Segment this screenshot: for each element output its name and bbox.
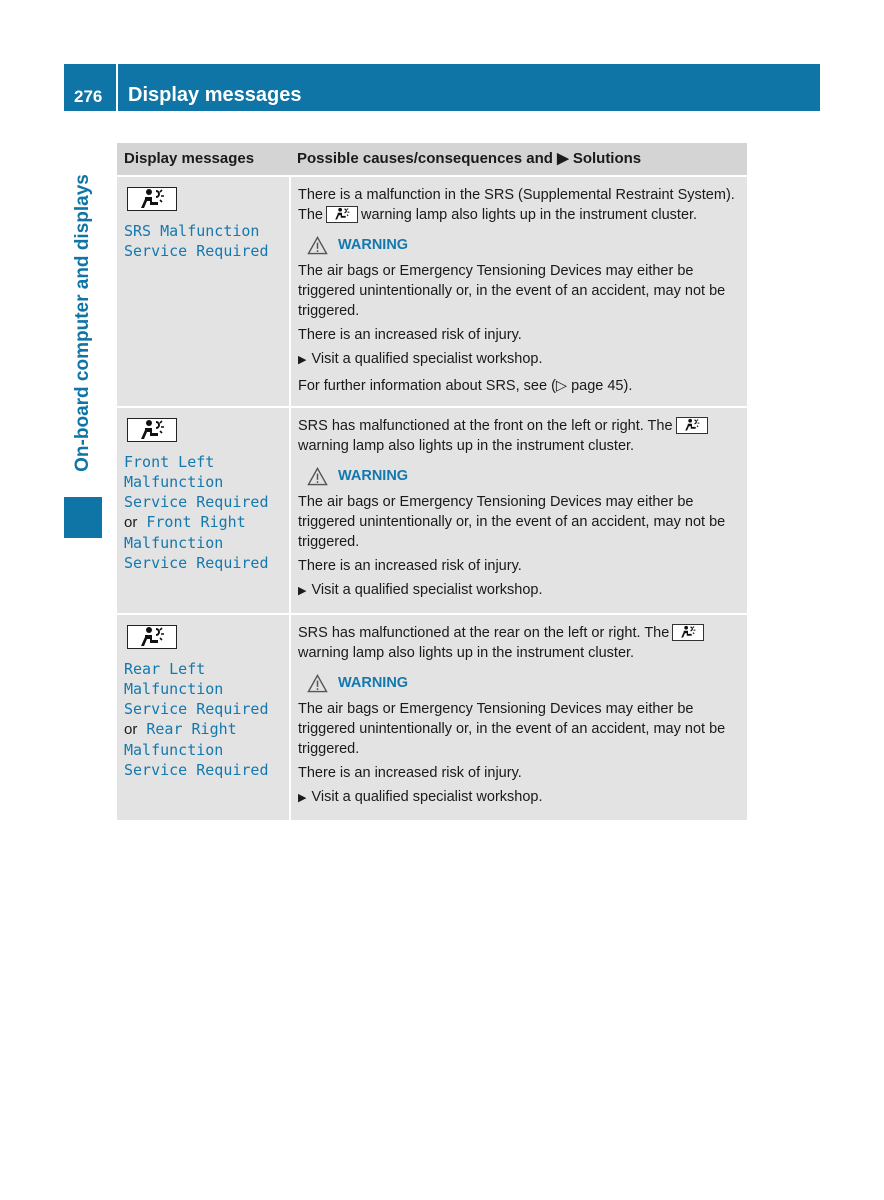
warning-heading xyxy=(307,235,740,255)
cause-text xyxy=(298,416,740,456)
warning-text: The air bags or Emergency Tensioning Devices may either be triggered unintentionally or, in the event of an accident, may not be triggered. xyxy=(298,494,726,550)
cause-text-b: warning lamp also lights up in the instrument cluster. xyxy=(361,207,698,223)
table-row xyxy=(117,176,747,407)
warning-heading xyxy=(307,673,740,693)
side-tab xyxy=(64,155,102,490)
display-messages-table xyxy=(117,143,747,820)
warning-label: WARNING xyxy=(338,237,409,253)
action-text: Visit a qualified specialist workshop. xyxy=(311,582,543,598)
col-header-causes-solutions: Possible causes/consequences and ▶ Solutions xyxy=(290,143,747,176)
warning-text: The air bags or Emergency Tensioning Devices may either be triggered unintentionally or, in the event of an accident, may not be triggered. xyxy=(298,701,726,757)
or-word: or xyxy=(124,514,138,531)
warning-triangle-icon xyxy=(307,467,328,486)
warning-triangle-icon xyxy=(307,236,328,255)
message-line: Rear Left xyxy=(124,660,206,678)
table-header-row xyxy=(117,143,747,176)
airbag-warning-lamp-icon xyxy=(672,624,704,641)
cause-text-a: There is a malfunction in the SRS (Supplemental Restraint System). The xyxy=(298,187,735,223)
message-cell xyxy=(117,407,290,614)
airbag-warning-lamp-icon xyxy=(127,418,177,442)
warning-triangle-icon xyxy=(307,674,328,693)
page-number: 276 xyxy=(74,87,103,106)
action-item xyxy=(298,787,740,808)
message-line xyxy=(124,719,282,740)
message-line: Service Required xyxy=(124,554,269,572)
message-cell xyxy=(117,176,290,407)
message-cell xyxy=(117,614,290,820)
action-arrow-icon: ▶ xyxy=(298,354,307,366)
action-text: Visit a qualified specialist workshop. xyxy=(311,351,543,367)
message-line: Front Left xyxy=(124,453,215,471)
or-word: or xyxy=(124,721,138,738)
message-line xyxy=(124,512,282,533)
table-row xyxy=(117,614,747,820)
side-tab-marker xyxy=(64,497,102,538)
message-line: SRS Malfunction xyxy=(124,222,260,240)
cause-text-a: SRS has malfunctioned at the rear on the left or right. The xyxy=(298,625,670,641)
risk-text: There is an increased risk of injury. xyxy=(298,765,522,781)
note-text: For further information about SRS, see (▷ page 45). xyxy=(298,378,633,394)
risk-text: There is an increased risk of injury. xyxy=(298,558,522,574)
header-divider xyxy=(116,64,118,111)
cause-cell xyxy=(290,614,747,820)
airbag-warning-lamp-icon xyxy=(676,417,708,434)
warning-label: WARNING xyxy=(338,675,409,691)
message-line-part: Front Right xyxy=(146,513,246,531)
airbag-warning-lamp-icon xyxy=(127,625,177,649)
cause-text xyxy=(298,185,740,225)
page-header xyxy=(64,64,820,111)
action-arrow-icon: ▶ xyxy=(298,792,307,804)
message-line: Malfunction xyxy=(124,473,224,491)
side-tab-label: On-board computer and displays xyxy=(72,173,93,472)
cause-text-b: warning lamp also lights up in the instrument cluster. xyxy=(298,438,635,454)
action-arrow-icon: ▶ xyxy=(298,585,307,597)
section-title: Display messages xyxy=(128,84,302,106)
message-line: Service Required xyxy=(124,700,269,718)
warning-text: The air bags or Emergency Tensioning Devices may either be triggered unintentionally or, in the event of an accident, may not be triggered. xyxy=(298,263,726,319)
message-line-part: Rear Right xyxy=(146,720,237,738)
message-line: Service Required xyxy=(124,493,269,511)
table-row xyxy=(117,407,747,614)
action-item xyxy=(298,349,740,370)
cause-text-a: SRS has malfunctioned at the front on the left or right. The xyxy=(298,418,673,434)
airbag-warning-lamp-icon xyxy=(326,206,358,223)
message-line: Malfunction xyxy=(124,534,224,552)
airbag-warning-lamp-icon xyxy=(127,187,177,211)
warning-label: WARNING xyxy=(338,468,409,484)
message-line: Malfunction xyxy=(124,680,224,698)
warning-heading xyxy=(307,466,740,486)
risk-text: There is an increased risk of injury. xyxy=(298,327,522,343)
action-text: Visit a qualified specialist workshop. xyxy=(311,789,543,805)
message-line: Malfunction xyxy=(124,741,224,759)
message-line: Service Required xyxy=(124,242,269,260)
action-item xyxy=(298,580,740,601)
cause-cell xyxy=(290,176,747,407)
col-header-display-messages: Display messages xyxy=(117,143,290,176)
message-line: Service Required xyxy=(124,761,269,779)
cause-text-b: warning lamp also lights up in the instrument cluster. xyxy=(298,645,635,661)
cause-text xyxy=(298,623,740,663)
cause-cell xyxy=(290,407,747,614)
